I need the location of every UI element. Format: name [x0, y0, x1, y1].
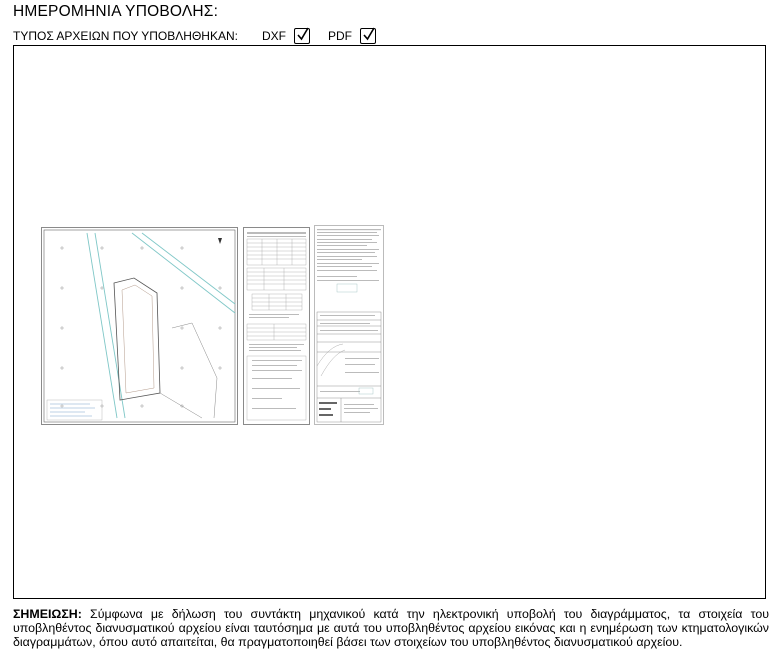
file-types-label: ΤΥΠΟΣ ΑΡΧΕΙΩΝ ΠΟΥ ΥΠΟΒΛΗΘΗΚΑΝ:: [13, 29, 238, 43]
submission-date-label: ΗΜΕΡΟΜΗΝΙΑ ΥΠΟΒΟΛΗΣ:: [13, 3, 219, 20]
checkmark-icon: [361, 26, 377, 42]
declarations-thumbnail: [314, 225, 384, 425]
plan-drawing: [42, 228, 237, 424]
checkmark-icon: [295, 26, 311, 42]
note-text: Σύμφωνα με δήλωση του συντάκτη μηχανικού κατά την ηλεκτρονική υποβολή του διαγράμματος, τα στοιχεία του υποβληθέντος διανυσματικού αρχείου είναι ταυτόσημα με αυτά του υποβληθέντος αρχείου εικόνας και η ενημέρωση των κτηματολογικών διαγραμμάτων, όπου αυτό απαιτείται, θα πραγματοποιηθεί βάσει των στοιχείων του υποβληθέντος διανυσματικού αρχείου.: [13, 607, 769, 649]
file-types-row: [13, 27, 394, 45]
preview-frame: [13, 45, 766, 599]
file-type-pdf: [328, 28, 376, 44]
tables-drawing: [244, 228, 309, 424]
file-type-name: PDF: [327, 29, 352, 43]
pdf-checkbox[interactable]: [360, 28, 376, 44]
dxf-checkbox[interactable]: [294, 28, 310, 44]
note-paragraph: [13, 607, 769, 649]
declarations-drawing: [315, 226, 383, 424]
file-type-name: DXF: [261, 29, 286, 43]
file-type-dxf: [262, 28, 310, 44]
note-lead: ΣΗΜΕΙΩΣΗ:: [13, 607, 82, 621]
tables-thumbnail: [243, 227, 310, 425]
plan-thumbnail: [41, 227, 238, 425]
